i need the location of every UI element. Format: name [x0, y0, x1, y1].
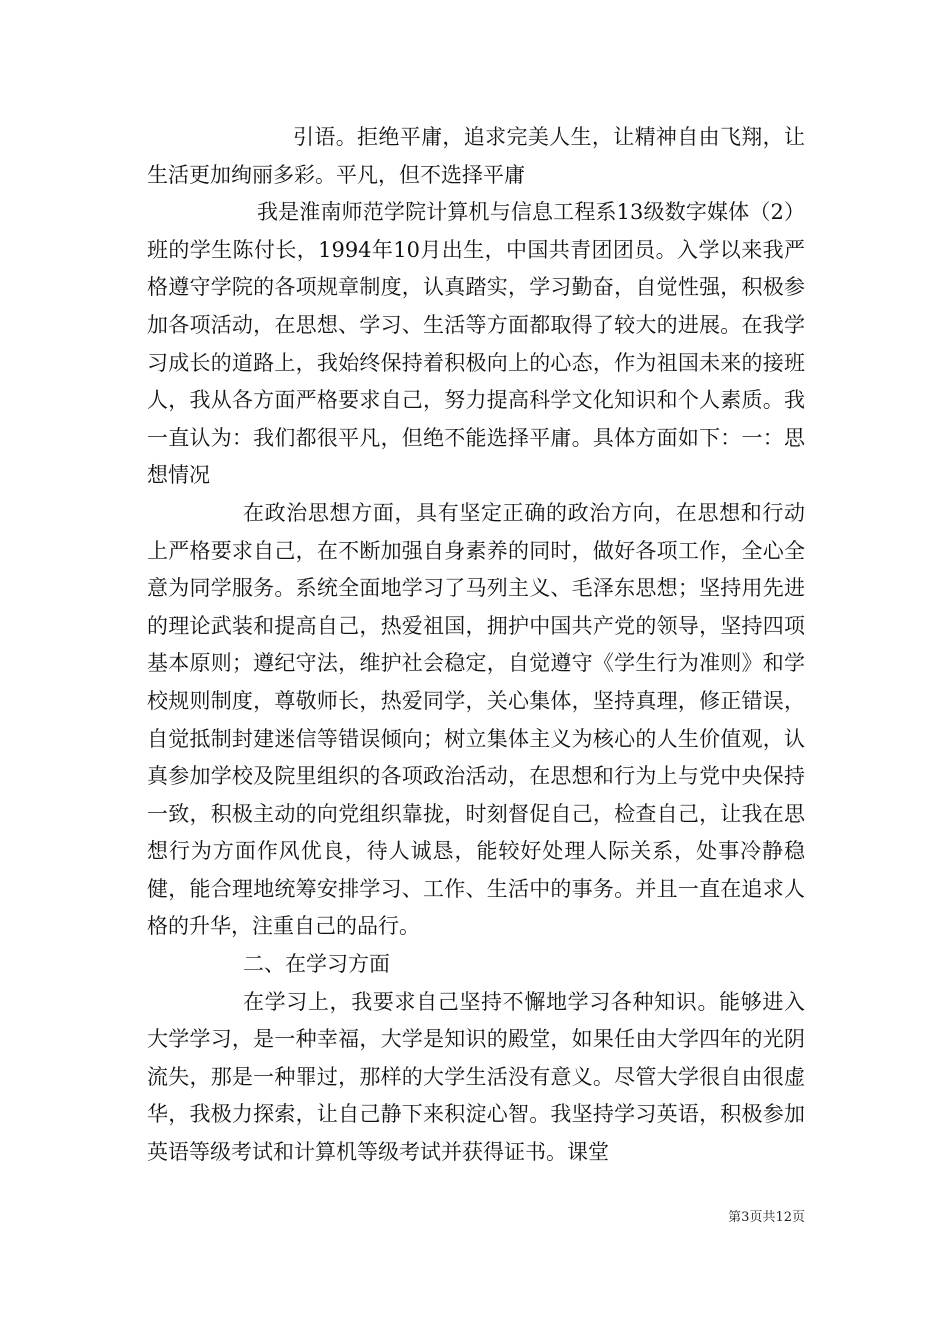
paragraph-study: 在学习上，我要求自己坚持不懈地学习各种知识。能够进入大学学习，是一种幸福，大学是知识的殿堂，如果任由大学四年的光阴流失，那是一种罪过，那样的大学生活没有意义。尽管大学很自由很虚华，我极力探索，让自己静下来积淀心智。我坚持学习英语，积极参加英语等级考试和计算机等级考试并获得证书。课堂 [147, 989, 805, 1165]
paragraph-intro: 引语。拒绝平庸，追求完美人生，让精神自由飞翔，让生活更加绚丽多彩。平凡，但不选择平庸 [147, 125, 805, 187]
document-body [147, 119, 805, 1172]
paragraph-political-thought: 在政治思想方面，具有坚定正确的政治方向，在思想和行动上严格要求自己，在不断加强自身素养的同时，做好各项工作，全心全意为同学服务。系统全面地学习了马列主义、毛泽东思想；坚持用先进的理论武装和提高自己，热爱祖国，拥护中国共产党的领导，坚持四项基本原则；遵纪守法，维护社会稳定，自觉遵守《学生行为准则》和学校规则制度，尊敬师长，热爱同学，关心集体，坚持真理，修正错误，自觉抵制封建迷信等错误倾向；树立集体主义为核心的人生价值观，认真参加学校及院里组织的各项政治活动，在思想和行为上与党中央保持一致，积极主动的向党组织靠拢，时刻督促自己，检查自己，让我在思想行为方面作风优良，待人诚恳，能较好处理人际关系，处事冷静稳健，能合理地统筹安排学习、工作、生活中的事务。并且一直在追求人格的升华，注重自己的品行。 [147, 500, 805, 939]
section-heading-study: 二、在学习方面 [243, 952, 390, 977]
paragraph-self-introduction: 我是淮南师范学院计算机与信息工程系13级数字媒体（2）班的学生陈付长，1994年10月出生，中国共青团团员。入学以来我严格遵守学院的各项规章制度，认真踏实，学习勤奋，自觉性强，积极参加各项活动，在思想、学习、生活等方面都取得了较大的进展。在我学习成长的道路上，我始终保持着积极向上的心态，作为祖国未来的接班人，我从各方面严格要求自己，努力提高科学文化知识和个人素质。我一直认为：我们都很平凡，但绝不能选择平庸。具体方面如下：一：思想情况 [147, 200, 805, 488]
page-number-footer: 第3页共12页 [728, 1210, 805, 1225]
